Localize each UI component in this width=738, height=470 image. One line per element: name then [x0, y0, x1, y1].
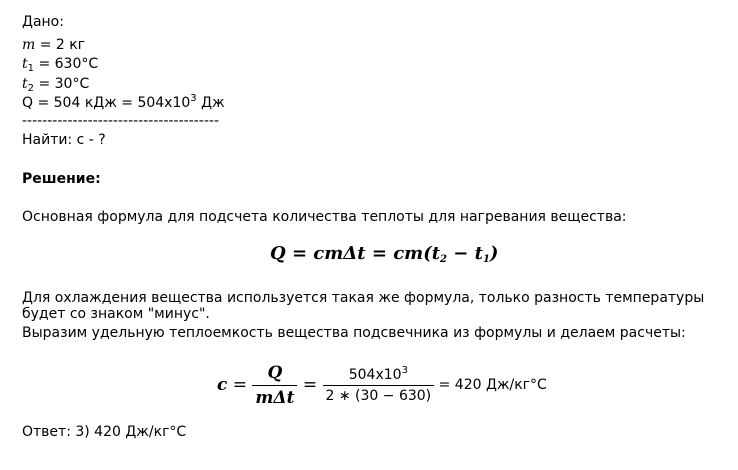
heat-sup: 3	[190, 93, 197, 104]
formula-eq2: =	[297, 375, 323, 395]
given-t1	[22, 56, 98, 72]
cooling-line-1: Для охлаждения вещества используется такая же формула, только разность температуры	[22, 290, 705, 306]
express-line: Выразим удельную теплоемкость вещества подсвечника из формулы и делаем расчеты:	[22, 325, 686, 341]
t1-value: = 630°С	[34, 56, 99, 72]
fraction2-numerator-sup: 3	[401, 364, 408, 376]
fraction-values	[323, 364, 435, 404]
heat-unit: Дж	[196, 95, 225, 111]
formula-eq1: =	[227, 375, 253, 395]
mass-var: m	[22, 37, 36, 53]
fraction1-numerator: Q	[267, 362, 283, 383]
given-heat	[22, 95, 225, 111]
fraction2-denominator: 2 ∗ (30 − 630)	[323, 385, 435, 404]
t2-value: = 30°С	[34, 76, 90, 92]
given-title: Дано:	[22, 14, 64, 30]
answer-line: Ответ: 3) 420 Дж/кг°С	[22, 424, 187, 440]
fraction2-numerator-text: 504х10	[348, 366, 402, 383]
t1-sub: 1	[27, 63, 35, 74]
t2-var: t	[22, 76, 28, 92]
formula-heat	[270, 243, 498, 264]
cooling-line-2: будет со знаком "минус".	[22, 306, 210, 322]
formula-heat-end: )	[489, 243, 499, 264]
formula-c: c	[217, 375, 228, 395]
formula-heat-sub1: 1	[482, 254, 490, 265]
fraction1-denominator: mΔt	[252, 385, 297, 408]
heat-text: Q = 504 кДж = 504х10	[22, 95, 191, 111]
t2-sub: 2	[27, 83, 35, 94]
mass-value: = 2 кг	[35, 37, 86, 53]
solution-title: Решение:	[22, 171, 101, 187]
formula-heat-lhs: Q = cmΔt = cm(t	[270, 243, 441, 264]
formula-capacity	[217, 357, 547, 413]
t1-var: t	[22, 56, 28, 72]
solution-intro: Основная формула для подсчета количества теплоты для нагревания вещества:	[22, 209, 627, 225]
given-mass	[22, 37, 85, 53]
formula-heat-mid: − t	[447, 243, 483, 264]
formula-heat-sub2: 2	[440, 254, 448, 265]
fraction2-numerator	[346, 364, 411, 385]
formula-result: = 420 Дж/кг°С	[434, 377, 547, 393]
find-line: Найти: с - ?	[22, 132, 106, 148]
given-separator: ---------------------------------------	[22, 113, 220, 129]
fraction-q-over-mdt	[252, 363, 297, 408]
given-t2	[22, 76, 89, 92]
